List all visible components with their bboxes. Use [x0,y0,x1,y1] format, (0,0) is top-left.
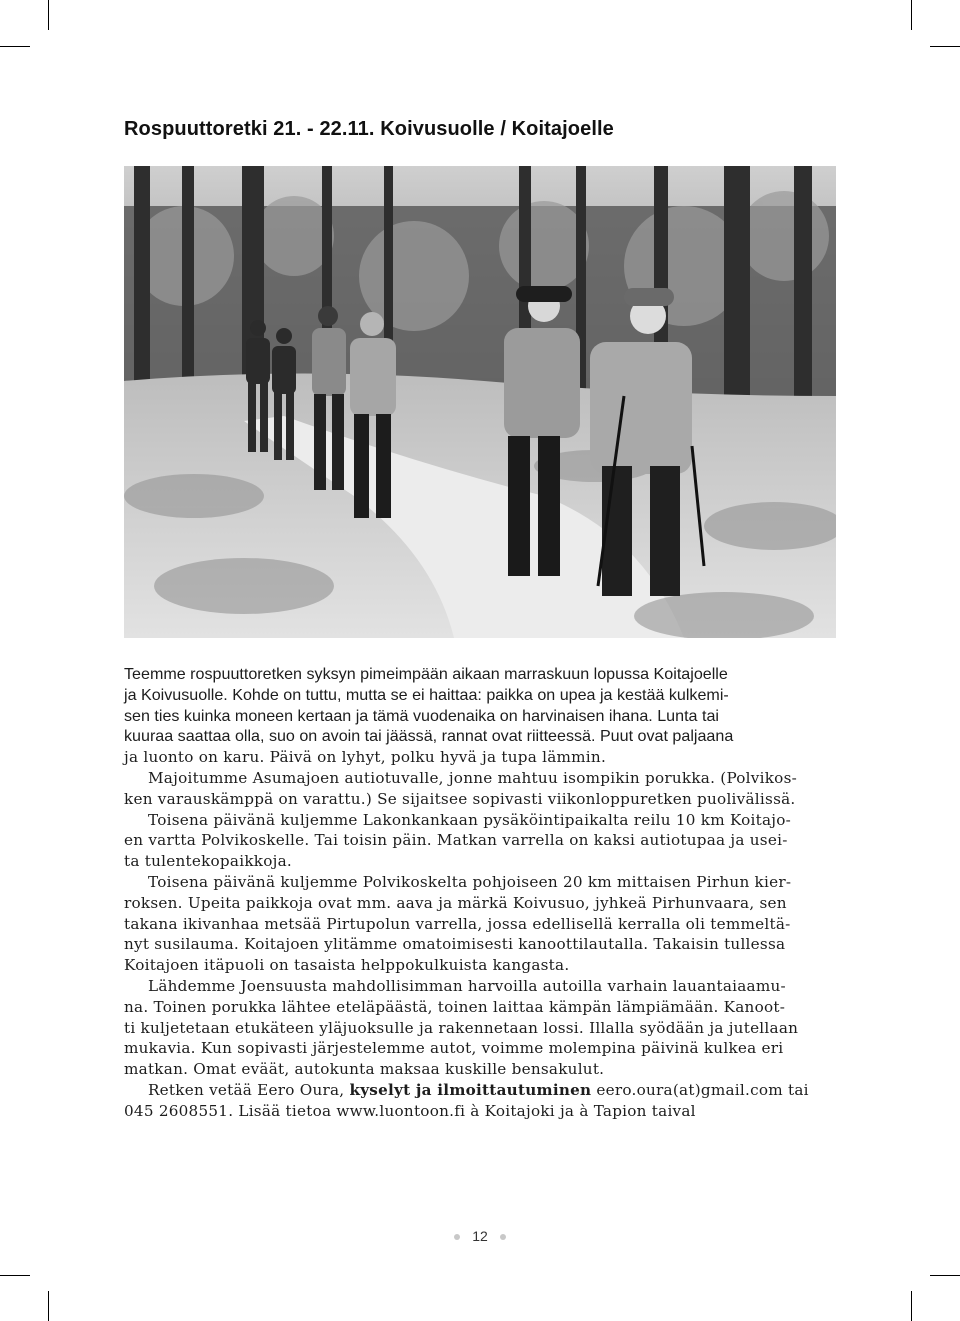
text-line: ti kuljetetaan etukäteen yläjuoksulle ja rakennetaan lossi. Illalla syödään ja jutellaan [124,1018,799,1037]
page-title: Rospuuttoretki 21. - 22.11. Koivusuolle / Koitajoelle [124,118,614,140]
text-line: roksen. Upeita paikkoja ovat mm. aava ja märkä Koivusuo, jyhkeä Pirhunvaara, sen [124,893,787,912]
page-number: 12 [472,1228,488,1244]
text-line: Toisena päivänä kuljemme Lakonkankaan pysäköintipaikalta reilu 10 km Koitajo- [148,810,792,829]
text-line: en vartta Polvikoskelle. Tai toisin päin. Matkan varrella on kaksi autiotupaa ja usei- [124,831,788,850]
page-footer [0,1228,960,1244]
text-line: ta tulentekopaikkoja. [124,852,292,871]
contact-email: eero.oura(at)gmail.com tai [591,1080,809,1099]
article-body [124,664,838,1122]
text-line: ken varauskämppä on varattu.) Se sijaitsee sopivasti viikonloppuretken puolivälissä. [124,789,796,808]
crop-mark [48,1291,49,1321]
crop-mark [48,0,49,30]
contact-text: Retken vetää Eero Oura, [148,1080,350,1099]
crop-mark [911,1291,912,1321]
text-line: mukavia. Kun sopivasti järjestelemme autot, voimme molempina päivinä kulkea eri [124,1039,784,1058]
text-line: na. Toinen porukka lähtee eteläpäästä, toinen laittaa kämpän lämpiämään. Kanoot- [124,997,786,1016]
text-line: Toisena päivänä kuljemme Polvikoskelta pohjoiseen 20 km mittaisen Pirhun kier- [148,872,792,891]
text-line: Lähdemme Joensuusta mahdollisimman harvoilla autoilla varhain lauantaiaamu- [148,976,786,995]
text-line: nyt susilauma. Koitajoen ylitämme omatoimisesti kanoottilautalla. Takaisin tullessa [124,935,786,954]
bullet-icon [454,1234,460,1240]
text-line: takana ikivanhaa metsää Pirtupolun varrella, jossa edellisellä kerralla oli temmeltä- [124,914,791,933]
signup-highlight: kyselyt ja ilmoittautuminen [349,1080,592,1099]
hikers-photo [124,166,836,638]
text-line: matkan. Omat eväät, autokunta maksaa kuskille bensakulut. [124,1060,605,1079]
crop-mark [0,1275,30,1276]
crop-mark [930,46,960,47]
text-line: sen ties kuinka moneen kertaan ja tämä vuodenaika on harvinaisen ihana. Lunta tai [124,706,719,725]
crop-mark [0,46,30,47]
text-line: ja Koivusuolle. Kohde on tuttu, mutta se ei haittaa: paikka on upea ja kestää kulkemi- [124,685,729,704]
text-line: Majoitumme Asumajoen autiotuvalle, jonne mahtuu isompikin porukka. (Polvikos- [148,768,798,787]
crop-mark [911,0,912,30]
bullet-icon [500,1234,506,1240]
crop-mark [930,1275,960,1276]
text-line: Teemme rospuuttoretken syksyn pimeimpään aikaan marraskuun lopussa Koitajoelle [124,665,728,683]
text-line: ja luonto on karu. Päivä on lyhyt, polku hyvä ja tupa lämmin. [124,748,607,767]
text-line: kuuraa saattaa olla, suo on avoin tai jäässä, rannat ovat riitteessä. Puut ovat paljaana [124,727,734,746]
text-line: 045 2608551. Lisää tietoa www.luontoon.fi à Koitajoki ja à Tapion taival [124,1101,696,1120]
contact-line [124,1080,838,1101]
text-line: Koitajoen itäpuoli on tasaista helppokulkuista kangasta. [124,956,570,975]
